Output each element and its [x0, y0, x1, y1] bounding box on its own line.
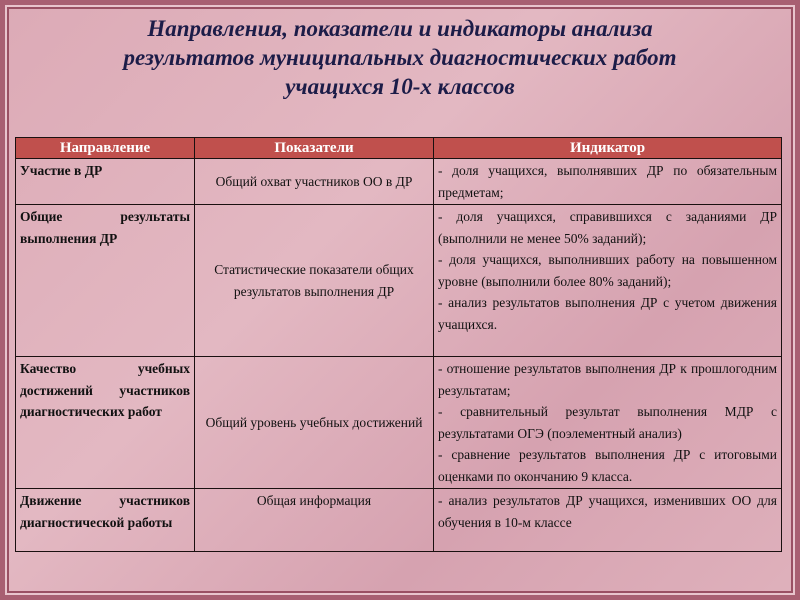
table-row — [16, 205, 782, 357]
indicator-cell — [434, 159, 782, 205]
indicator-item: - доля учащихся, выполнявших ДР по обязательным предметам; — [438, 163, 777, 200]
direction-cell: Общие результаты выполнения ДР — [16, 205, 195, 357]
analysis-table — [15, 137, 782, 552]
indicator-cell — [434, 205, 782, 357]
indicator-item: - анализ результатов ДР учащихся, изменивших ОО для обучения в 10-м классе — [438, 493, 777, 530]
metric-cell: Статистические показатели общих результатов выполнения ДР — [195, 205, 434, 357]
indicator-item: - доля учащихся, справившихся с заданиями ДР (выполнили не менее 50% заданий); — [438, 209, 777, 246]
indicator-cell — [434, 489, 782, 552]
direction-cell: Участие в ДР — [16, 159, 195, 205]
table-header-row — [16, 138, 782, 159]
indicator-cell — [434, 357, 782, 489]
indicator-item: - сравнение результатов выполнения ДР с итоговыми оценками по окончанию 9 класса. — [438, 447, 777, 484]
title-line: результатов муниципальных диагностических работ — [123, 45, 677, 70]
slide-title — [40, 14, 760, 101]
metric-cell: Общая информация — [195, 489, 434, 552]
metric-cell: Общий уровень учебных достижений — [195, 357, 434, 489]
table-row — [16, 357, 782, 489]
table-row — [16, 489, 782, 552]
direction-cell: Движение участников диагностической работы — [16, 489, 195, 552]
indicator-item: - анализ результатов выполнения ДР с учетом движения учащихся. — [438, 295, 777, 332]
title-line: учащихся 10-х классов — [285, 74, 515, 99]
indicator-item: - сравнительный результат выполнения МДР с результатами ОГЭ (поэлементный анализ) — [438, 404, 777, 441]
title-line: Направления, показатели и индикаторы анализа — [147, 16, 653, 41]
header-indicator: Индикатор — [434, 138, 782, 159]
table-row — [16, 159, 782, 205]
indicator-item: - отношение результатов выполнения ДР к прошлогодним результатам; — [438, 361, 777, 398]
metric-cell: Общий охват участников ОО в ДР — [195, 159, 434, 205]
direction-cell: Качество учебных достижений участников диагностических работ — [16, 357, 195, 489]
header-direction: Направление — [16, 138, 195, 159]
indicator-item: - доля учащихся, выполнивших работу на повышенном уровне (выполнили более 80% заданий); — [438, 252, 777, 289]
header-indicators: Показатели — [195, 138, 434, 159]
